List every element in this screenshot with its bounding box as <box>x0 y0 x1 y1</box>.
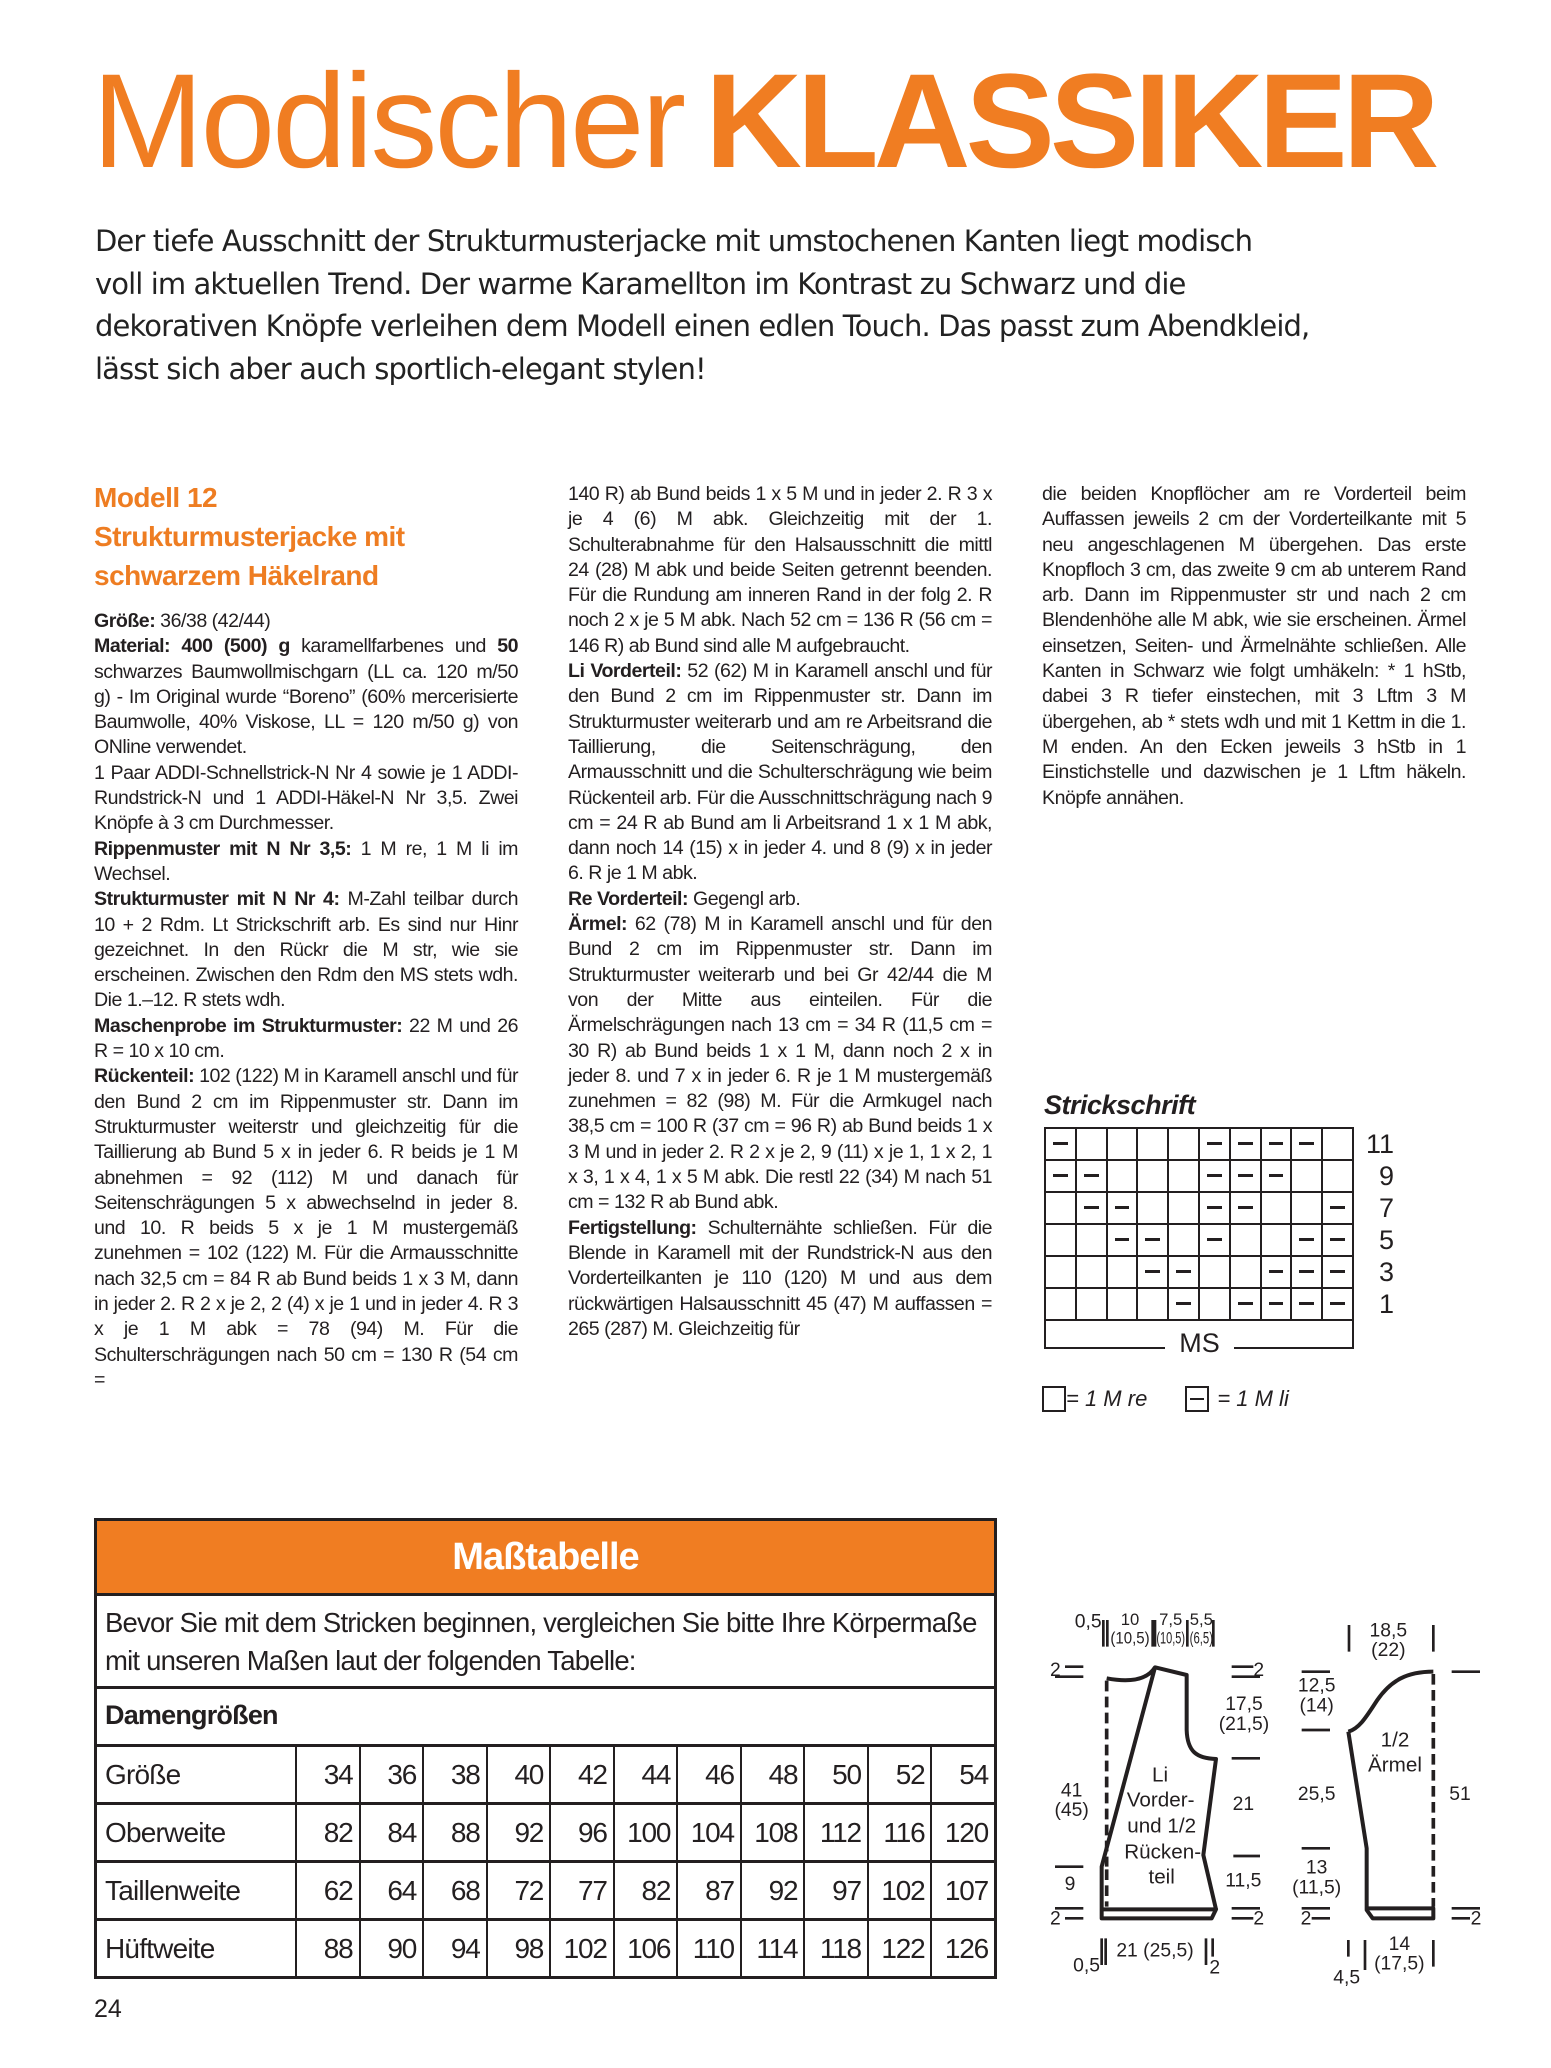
instruction-text: 52 (62) M in Karamell anschl und für den Bund 2 cm im Rippenmuster str. Dann im Strukturmuster weiterarb und am re Arbeitsrand die Taillierung, die Seitenschrägung, den Armausschnitt und die Schulterschrägung wie beim Rückenteil arb. Für die Ausschnittschrägung nach 9 cm = 24 R ab Bund am li Arbeitsrand 1 x 1 M abk, dann noch 14 (15) x in jeder 4. und 8 (9) x in jeder 6. R je 1 M abk. <box>568 660 992 885</box>
instruction-label: Re Vorderteil: <box>568 887 689 910</box>
dim-bottom-0-5: 0,5 <box>1073 1955 1100 1977</box>
instruction-text: 62 (78) M in Karamell anschl und für den Bund 2 cm im Rippenmuster str. Dann im Strukturmuster weiterarb und bei Gr 42/44 die M von der Mitte aus einteilen. Für die Ärmelschrägungen nach 13 cm = 34 R (11,5 cm = 30 R) ab Bund beids 1 x 1 M, dann noch 2 x in jeder 8. und 7 x in jeder 6. R je 1 M mustergemäß zunehmen = 82 (98) M. Für die Armkugel nach 38,5 cm = 100 R (37 cm = 96 R) ab Bund beids 1 x 3 M und in jeder 2. R 2 x je 2, 9 (11) x je 1, 1 x 2, 1 x 3, 1 x 4, 1 x 5 M abk. Die restl 22 (34) M nach 51 cm = 132 R ab Bund abk. <box>568 913 992 1214</box>
table-cell: 34 <box>297 1747 361 1802</box>
table-cell: 82 <box>297 1805 361 1860</box>
instruction-label: Rückenteil: <box>94 1065 195 1088</box>
dim-left-12-5: 12,5 <box>1297 1675 1336 1697</box>
pattern-repeat-label <box>1044 1328 1355 1359</box>
model-number: Modell 12 <box>94 482 218 513</box>
model-heading <box>94 478 518 595</box>
purl-stitch-cell <box>1323 1193 1352 1223</box>
knitting-chart-legend <box>1042 1386 1289 1412</box>
purl-stitch-cell <box>1200 1225 1231 1255</box>
instruction-label: Maschenprobe im Strukturmuster: <box>94 1014 403 1037</box>
table-cell: 108 <box>742 1805 806 1860</box>
table-cell: 42 <box>551 1747 615 1802</box>
purl-stitch-cell <box>1262 1289 1293 1319</box>
chart-row-number: 11 <box>1365 1129 1394 1159</box>
intro-line: Der tiefe Ausschnitt der Strukturmusterjacke mit umstochenen Kanten liegt modisch <box>95 224 1253 258</box>
table-cell: 68 <box>424 1863 488 1918</box>
table-cell: 102 <box>869 1863 933 1918</box>
purl-stitch-cell <box>1292 1289 1323 1319</box>
table-cell: 44 <box>615 1747 679 1802</box>
knit-stitch-icon <box>1042 1386 1066 1412</box>
knit-stitch-cell <box>1046 1225 1077 1255</box>
table-cell: 114 <box>742 1921 806 1976</box>
instruction-paragraph <box>568 482 992 659</box>
dim-bottom-width: 21 (25,5) <box>1116 1940 1194 1962</box>
instruction-paragraph <box>94 837 518 888</box>
dim-top-10: 10 <box>1120 1610 1140 1629</box>
instruction-text: 36/38 (42/44) <box>155 610 271 632</box>
knit-stitch-cell <box>1138 1193 1169 1223</box>
purl-stitch-cell <box>1231 1289 1262 1319</box>
dim-right-bottom-2: 2 <box>1253 1908 1265 1930</box>
table-cell: 88 <box>297 1921 361 1976</box>
chart-row <box>1046 1161 1352 1193</box>
dim-right-21: 21 <box>1232 1794 1255 1815</box>
dim-right-2: 2 <box>1470 1908 1482 1930</box>
knit-stitch-cell <box>1292 1193 1323 1223</box>
knit-stitch-cell <box>1077 1225 1108 1255</box>
model-name-line1: Strukturmusterjacke mit <box>94 521 405 552</box>
chart-row-number: 5 <box>1378 1225 1394 1255</box>
table-cell: 48 <box>742 1747 806 1802</box>
dim-top-5-5: 5,5 <box>1189 1610 1213 1629</box>
dim-top-alt: (22) <box>1371 1640 1406 1661</box>
table-cell: 54 <box>959 1759 989 1790</box>
knit-stitch-cell <box>1138 1129 1169 1159</box>
table-cell: 87 <box>678 1863 742 1918</box>
knit-stitch-cell <box>1138 1289 1169 1319</box>
chart-row-number: 3 <box>1378 1257 1394 1287</box>
knit-stitch-cell <box>1108 1289 1139 1319</box>
table-cell: 102 <box>551 1921 615 1976</box>
size-table <box>94 1518 997 1979</box>
knit-stitch-cell <box>1108 1257 1139 1287</box>
table-row <box>97 1863 994 1921</box>
dim-top-10-alt: (10,5) <box>1110 1628 1150 1648</box>
knit-stitch-cell <box>1200 1289 1231 1319</box>
instruction-text: 22 M und 26 R = 10 x 10 cm. <box>94 1014 518 1063</box>
instruction-text: 1 Paar ADDI-Schnellstrick-N Nr 4 sowie je 1 ADDI-Rundstrick-N und 1 ADDI-Häkel-N Nr 3,5. Zwei Knöpfe à 3 cm Durchmesser. <box>94 761 518 835</box>
dim-left-top-2: 2 <box>1050 1660 1061 1681</box>
table-cell: 94 <box>424 1921 488 1976</box>
dim-right-11-5: 11,5 <box>1225 1870 1262 1892</box>
legend-purl: = 1 M li <box>1217 1386 1289 1411</box>
dim-bottom-alt: (17,5) <box>1374 1953 1425 1975</box>
instruction-paragraph <box>568 659 992 887</box>
table-cell: 82 <box>615 1863 679 1918</box>
intro-line: lässt sich aber auch sportlich-elegant stylen! <box>95 351 706 386</box>
row-label: Größe <box>97 1747 297 1802</box>
purl-stitch-cell <box>1262 1257 1293 1287</box>
knitting-chart-grid <box>1044 1127 1354 1349</box>
knit-stitch-cell <box>1077 1289 1108 1319</box>
purl-stitch-cell <box>1169 1289 1200 1319</box>
instruction-text: schwarzes Baumwollmischgarn (LL ca. 120 m/50 g) - Im Original wurde “Boreno” (60% mercerisierte Baumwolle, 40% Viskose, LL = 120 m/50 g) von ONline verwendet. <box>94 660 518 759</box>
piece-label-line: Vorder- <box>1126 1788 1195 1812</box>
table-cell: 77 <box>551 1863 615 1918</box>
intro-text <box>95 220 1505 390</box>
table-cell: 98 <box>488 1921 552 1976</box>
knit-stitch-cell <box>1046 1257 1077 1287</box>
dim-right-top-2: 2 <box>1253 1660 1265 1681</box>
instruction-text: Gegengl arb. <box>688 887 801 910</box>
page-number: 24 <box>94 1995 122 2023</box>
chart-row <box>1046 1225 1352 1257</box>
instruction-paragraph <box>94 609 518 634</box>
purl-stitch-cell <box>1323 1289 1352 1319</box>
piece-label-line: 1/2 <box>1380 1728 1410 1752</box>
instruction-label: 50 <box>497 635 518 658</box>
purl-stitch-cell <box>1231 1129 1262 1159</box>
purl-stitch-cell <box>1323 1225 1352 1255</box>
purl-stitch-cell <box>1292 1129 1323 1159</box>
knit-stitch-cell <box>1108 1161 1139 1191</box>
dim-left-41: 41 <box>1060 1780 1083 1802</box>
purl-stitch-cell <box>1077 1193 1108 1223</box>
knit-stitch-cell <box>1200 1257 1231 1287</box>
table-cell: 88 <box>424 1805 488 1860</box>
purl-stitch-cell <box>1077 1161 1108 1191</box>
purl-stitch-cell <box>1138 1257 1169 1287</box>
table-cell: 64 <box>361 1863 425 1918</box>
knit-stitch-cell <box>1231 1257 1262 1287</box>
piece-label-line: teil <box>1148 1865 1175 1889</box>
dim-top-0-5: 0,5 <box>1074 1611 1102 1633</box>
piece-label-line: Ärmel <box>1368 1753 1422 1777</box>
purl-stitch-cell <box>1262 1161 1293 1191</box>
page-title <box>92 47 1435 196</box>
legend-knit: = 1 M re <box>1066 1386 1148 1411</box>
chart-row-number: 1 <box>1378 1289 1394 1319</box>
purl-stitch-cell <box>1169 1257 1200 1287</box>
table-cell: 46 <box>678 1747 742 1802</box>
purl-stitch-cell <box>1200 1129 1231 1159</box>
instruction-text: karamellfarbenes und <box>289 635 498 658</box>
knit-stitch-cell <box>1262 1225 1293 1255</box>
instruction-paragraph <box>568 1216 992 1342</box>
purl-stitch-cell <box>1108 1193 1139 1223</box>
model-name-line2: schwarzem Häkelrand <box>94 560 379 591</box>
table-cell: 122 <box>869 1921 933 1976</box>
instruction-label: Rippenmuster mit N Nr 3,5: <box>94 837 352 860</box>
size-table-title: Maßtabelle <box>97 1521 994 1596</box>
instruction-text: 1 M re, 1 M li im Wechsel. <box>94 837 518 885</box>
purl-stitch-icon <box>1185 1386 1209 1412</box>
purl-stitch-cell <box>1046 1161 1077 1191</box>
instruction-label: Größe: <box>94 610 156 632</box>
piece-label-line: Li <box>1151 1763 1169 1787</box>
knit-stitch-cell <box>1323 1161 1352 1191</box>
size-table-intro: Bevor Sie mit dem Stricken beginnen, vergleichen Sie bitte Ihre Körpermaße mit unseren Maßen laut der folgenden Tabelle: <box>97 1596 994 1689</box>
body-schematic <box>1040 1590 1280 1990</box>
knit-stitch-cell <box>1323 1129 1352 1159</box>
table-cell: 92 <box>742 1863 806 1918</box>
ms-text: MS <box>1165 1328 1234 1358</box>
table-cell: 97 <box>805 1863 869 1918</box>
purl-stitch-cell <box>1200 1193 1231 1223</box>
sleeve-cap <box>1348 1672 1433 1732</box>
dim-top-7-5: 7,5 <box>1159 1610 1183 1629</box>
knit-stitch-cell <box>1262 1193 1293 1223</box>
table-row <box>97 1805 994 1863</box>
table-cell: 62 <box>297 1863 361 1918</box>
chart-row <box>1046 1193 1352 1225</box>
dim-left-9: 9 <box>1064 1874 1076 1895</box>
row-label: Oberweite <box>97 1805 297 1860</box>
instruction-label: Material: 400 (500) g <box>94 635 290 658</box>
row-label: Taillenweite <box>97 1863 297 1918</box>
instruction-text: 102 (122) M in Karamell anschl und für den Bund 2 cm im Rippenmuster str. Dann im Strukturmuster weiterstr und gleichzeitig für die Taillierung ab Bund 5 x in jeder 6. R beids je 1 M abnehmen = 92 (112) M und danach für Seitenschrägungen 5 x abwechselnd in jeder 8. und 10. R beids 5 x je 1 M mustergemäß zunehmen = 102 (122) M. Für die Armausschnitte nach 32,5 cm = 84 R ab Bund beids 1 x 3 M, dann in jeder 2. R 2 x je 2, 2 (4) x je 1 und in jeder 4. R 3 x je 1 M abk = 78 (94) M. Für die Schulterschrägungen nach 50 cm = 130 R (54 cm = <box>94 1065 518 1391</box>
table-cell: 116 <box>869 1805 933 1860</box>
knit-stitch-cell <box>1169 1129 1200 1159</box>
piece-label-line: Rücken- <box>1124 1840 1202 1864</box>
size-table-subtitle: Damengrößen <box>97 1689 994 1747</box>
knit-stitch-cell <box>1292 1161 1323 1191</box>
dim-left-13: 13 <box>1305 1857 1328 1879</box>
table-cell: 50 <box>805 1747 869 1802</box>
chart-row-number: 7 <box>1378 1193 1394 1223</box>
table-cell: 107 <box>944 1875 989 1906</box>
title-bold: KLASSIKER <box>705 47 1435 196</box>
size-table-body <box>97 1747 994 1976</box>
knit-stitch-cell <box>1169 1161 1200 1191</box>
purl-stitch-cell <box>1108 1225 1139 1255</box>
table-cell: 100 <box>615 1805 679 1860</box>
table-cell: 36 <box>361 1747 425 1802</box>
purl-stitch-cell <box>1292 1257 1323 1287</box>
knit-stitch-cell <box>1046 1289 1077 1319</box>
knit-stitch-cell <box>1169 1193 1200 1223</box>
table-cell: 104 <box>678 1805 742 1860</box>
table-cell: 52 <box>869 1747 933 1802</box>
table-cell: 118 <box>805 1921 869 1976</box>
instruction-paragraph <box>94 1064 518 1393</box>
table-cell: 90 <box>361 1921 425 1976</box>
knit-stitch-cell <box>1108 1129 1139 1159</box>
instruction-paragraph <box>94 634 518 760</box>
purl-stitch-cell <box>1292 1225 1323 1255</box>
instruction-text: M-Zahl teilbar durch 10 + 2 Rdm. Lt Strickschrift arb. Es sind nur Hinr gezeichnet. In den Rückr die M str, wie sie erscheinen. Zwischen den Rdm den MS stets wdh. Die 1.–12. R stets wdh. <box>94 888 518 1012</box>
knit-stitch-cell <box>1231 1225 1262 1255</box>
instruction-paragraph <box>1042 482 1466 811</box>
dim-left-13-alt: (11,5) <box>1292 1877 1342 1899</box>
dim-top: 18,5 <box>1369 1620 1408 1642</box>
purl-stitch-cell <box>1231 1193 1262 1223</box>
dim-right-17-5-alt: (21,5) <box>1218 1714 1270 1735</box>
dim-bottom-4-5: 4,5 <box>1333 1967 1361 1989</box>
dim-bottom: 14 <box>1388 1934 1411 1955</box>
table-cell: 40 <box>488 1747 552 1802</box>
intro-line: voll im aktuellen Trend. Der warme Karamellton im Kontrast zu Schwarz und die <box>95 266 1186 301</box>
purl-stitch-cell <box>1138 1225 1169 1255</box>
table-cell: 106 <box>615 1921 679 1976</box>
instructions-column-3 <box>1042 482 1466 811</box>
knit-stitch-cell <box>1077 1129 1108 1159</box>
dim-right-17-5: 17,5 <box>1225 1694 1263 1715</box>
table-row <box>97 1921 994 1976</box>
column-body <box>568 482 992 1342</box>
table-row <box>97 1747 994 1805</box>
dim-top-5-5-alt: (6,5) <box>1189 1628 1213 1648</box>
knit-stitch-cell <box>1169 1225 1200 1255</box>
instruction-paragraph <box>94 761 518 837</box>
intro-line: dekorativen Knöpfe verleihen dem Modell einen edlen Touch. Das passt zum Abendkleid, <box>95 309 1310 343</box>
dim-left-41-alt: (45) <box>1054 1800 1089 1821</box>
knit-stitch-cell <box>1138 1161 1169 1191</box>
title-light: Modischer <box>92 47 684 196</box>
dim-left-2: 2 <box>1300 1908 1312 1930</box>
instruction-text: Schulternähte schließen. Für die Blende in Karamell mit der Rundstrick-N aus den Vorderteilkanten je 110 (120) M und aus dem rückwärtigen Halsausschnitt 45 (47) M auffassen = 265 (287) M. Gleichzeitig für <box>568 1216 992 1340</box>
instruction-text: 140 R) ab Bund beids 1 x 5 M und in jeder 2. R 3 x je 4 (6) M abk. Gleichzeitig mit der 1. Schulterabnahme für den Halsausschnitt die mittl 24 (28) M abk und beide Seiten getrennt beenden. Für die Rundung am inneren Rand in der folg 2. R noch 2 x je 5 M abk. Nach 52 cm = 136 R (56 cm = 146 R) ab Bund sind alle M aufgebraucht. <box>568 483 992 657</box>
instructions-column-1 <box>94 478 518 1393</box>
instruction-paragraph <box>568 887 992 912</box>
dim-left-bottom-2: 2 <box>1050 1908 1061 1930</box>
purl-stitch-cell <box>1200 1161 1231 1191</box>
instruction-label: Li Vorderteil: <box>568 660 682 683</box>
instruction-label: Ärmel: <box>568 913 628 936</box>
instruction-label: Strukturmuster mit N Nr 4: <box>94 888 340 911</box>
instructions-column-2 <box>568 482 992 1342</box>
dim-left-25-5: 25,5 <box>1297 1784 1336 1805</box>
table-cell: 92 <box>488 1805 552 1860</box>
purl-stitch-cell <box>1262 1129 1293 1159</box>
chart-row <box>1046 1257 1352 1289</box>
instruction-text: die beiden Knopflöcher am re Vorderteil beim Auffassen jeweils 2 cm der Vorderteilkante mit 5 neu angeschlagenen M übergehen. Das erste Knopfloch 3 cm, das zweite 9 cm ab unterem Rand arb. Dann im Rippenmuster str und nach 2 cm Blendenhöhe alle M abk, wie sie erscheinen. Ärmel einsetzen, Seiten- und Ärmelnähte schließen. Alle Kanten in Schwarz wie folgt umhäkeln: * 1 hStb, dabei 3 R tiefer einstechen, mit 3 Lftm 3 M übergehen, ab * stets wdh und mit 1 Kettm in die 1. M enden. An den Ecken jeweils 3 hStb in 1 Einstichstelle und dazwischen je 1 Lftm häkeln. Knöpfe annähen. <box>1042 483 1466 809</box>
knit-stitch-cell <box>1077 1257 1108 1287</box>
instruction-paragraph <box>568 912 992 1216</box>
instruction-label: Fertigstellung: <box>568 1216 697 1239</box>
column-body <box>1042 482 1466 811</box>
purl-stitch-cell <box>1046 1129 1077 1159</box>
dim-bottom-2: 2 <box>1209 1957 1221 1979</box>
table-cell: 112 <box>805 1805 869 1860</box>
purl-stitch-cell <box>1231 1161 1262 1191</box>
piece-label-line: und 1/2 <box>1127 1814 1197 1838</box>
dim-right-51: 51 <box>1449 1784 1471 1805</box>
dim-top-7-5-alt: (10,5) <box>1156 1628 1185 1648</box>
instruction-paragraph <box>94 1014 518 1065</box>
table-cell: 38 <box>424 1747 488 1802</box>
row-label: Hüftweite <box>97 1921 297 1976</box>
table-cell: 96 <box>551 1805 615 1860</box>
chart-row <box>1046 1289 1352 1321</box>
table-cell: 72 <box>488 1863 552 1918</box>
dim-left-12-5-alt: (14) <box>1299 1695 1334 1717</box>
chart-row <box>1046 1129 1352 1161</box>
table-cell: 120 <box>944 1817 989 1848</box>
knitting-chart-title: Strickschrift <box>1044 1090 1196 1120</box>
instruction-paragraph <box>94 887 518 1013</box>
chart-row-number: 9 <box>1378 1161 1394 1191</box>
sleeve-schematic <box>1280 1590 1490 1990</box>
purl-stitch-cell <box>1323 1257 1352 1287</box>
knit-stitch-cell <box>1046 1193 1077 1223</box>
table-cell: 84 <box>361 1805 425 1860</box>
table-cell: 126 <box>944 1933 989 1964</box>
column-body <box>94 609 518 1393</box>
table-cell: 110 <box>678 1921 742 1976</box>
